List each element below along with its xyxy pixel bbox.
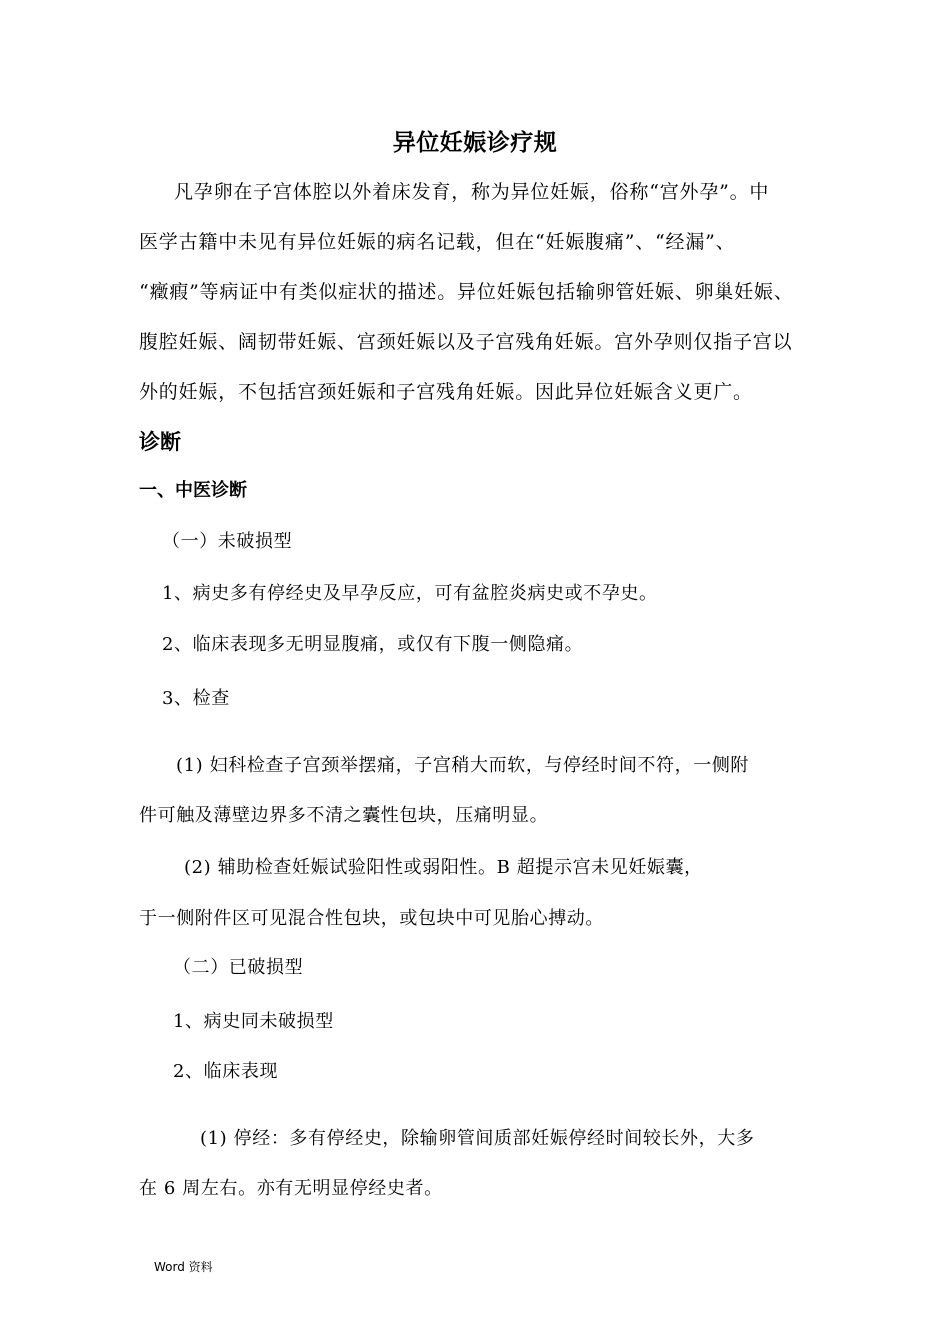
exam-1-line-2: 件可触及薄壁边界多不清之囊性包块，压痛明显。 — [139, 805, 549, 826]
unruptured-type-heading: （一）未破损型 — [162, 531, 293, 552]
unruptured-item-2: 2、临床表现多无明显腹痛，或仅有下腹一侧隐痛。 — [162, 634, 584, 655]
intro-line-2: 医学古籍中未见有异位妊娠的病名记载，但在“妊娠腹痛”、“经漏”、 — [139, 231, 736, 253]
ruptured-item-1: 1、病史同未破损型 — [173, 1011, 334, 1032]
intro-line-1: 凡孕卵在子宫体腔以外着床发育，称为异位妊娠，俗称“宫外孕”。中 — [174, 181, 770, 203]
exam-2-line-1: (2) 辅助检查妊娠试验阳性或弱阳性。B 超提示宫未见妊娠囊， — [184, 857, 703, 878]
intro-line-5: 外的妊娠，不包括宫颈妊娠和子宫残角妊娠。因此异位妊娠含义更广。 — [139, 381, 753, 403]
unruptured-item-3: 3、检查 — [162, 688, 230, 709]
exam-1-line-1: (1) 妇科检查子宫颈举摆痛，子宫稍大而软，与停经时间不符，一侧附 — [176, 755, 750, 776]
section-heading-diagnosis: 诊断 — [139, 430, 181, 454]
intro-line-3: “癥瘕”等病证中有类似症状的描述。异位妊娠包括输卵管妊娠、卵巢妊娠、 — [139, 281, 794, 303]
exam-2-line-2: 于一侧附件区可见混合性包块，或包块中可见胎心搏动。 — [139, 908, 604, 929]
ruptured-type-heading: （二）已破损型 — [173, 957, 304, 978]
subsection-heading-tcm: 一、中医诊断 — [139, 480, 247, 501]
page-title: 异位妊娠诊疗规 — [392, 130, 558, 156]
symptom-1-line-1: (1) 停经：多有停经史，除输卵管间质部妊娠停经时间较长外，大多 — [200, 1128, 755, 1149]
footer-watermark: Word 资料 — [154, 1260, 213, 1274]
symptom-1-line-2: 在 6 周左右。亦有无明显停经史者。 — [139, 1178, 443, 1199]
intro-line-4: 腹腔妊娠、阔韧带妊娠、宫颈妊娠以及子宫残角妊娠。宫外孕则仅指子宫以 — [139, 331, 793, 353]
ruptured-item-2: 2、临床表现 — [173, 1061, 279, 1082]
unruptured-item-1: 1、病史多有停经史及早孕反应，可有盆腔炎病史或不孕史。 — [162, 583, 658, 604]
